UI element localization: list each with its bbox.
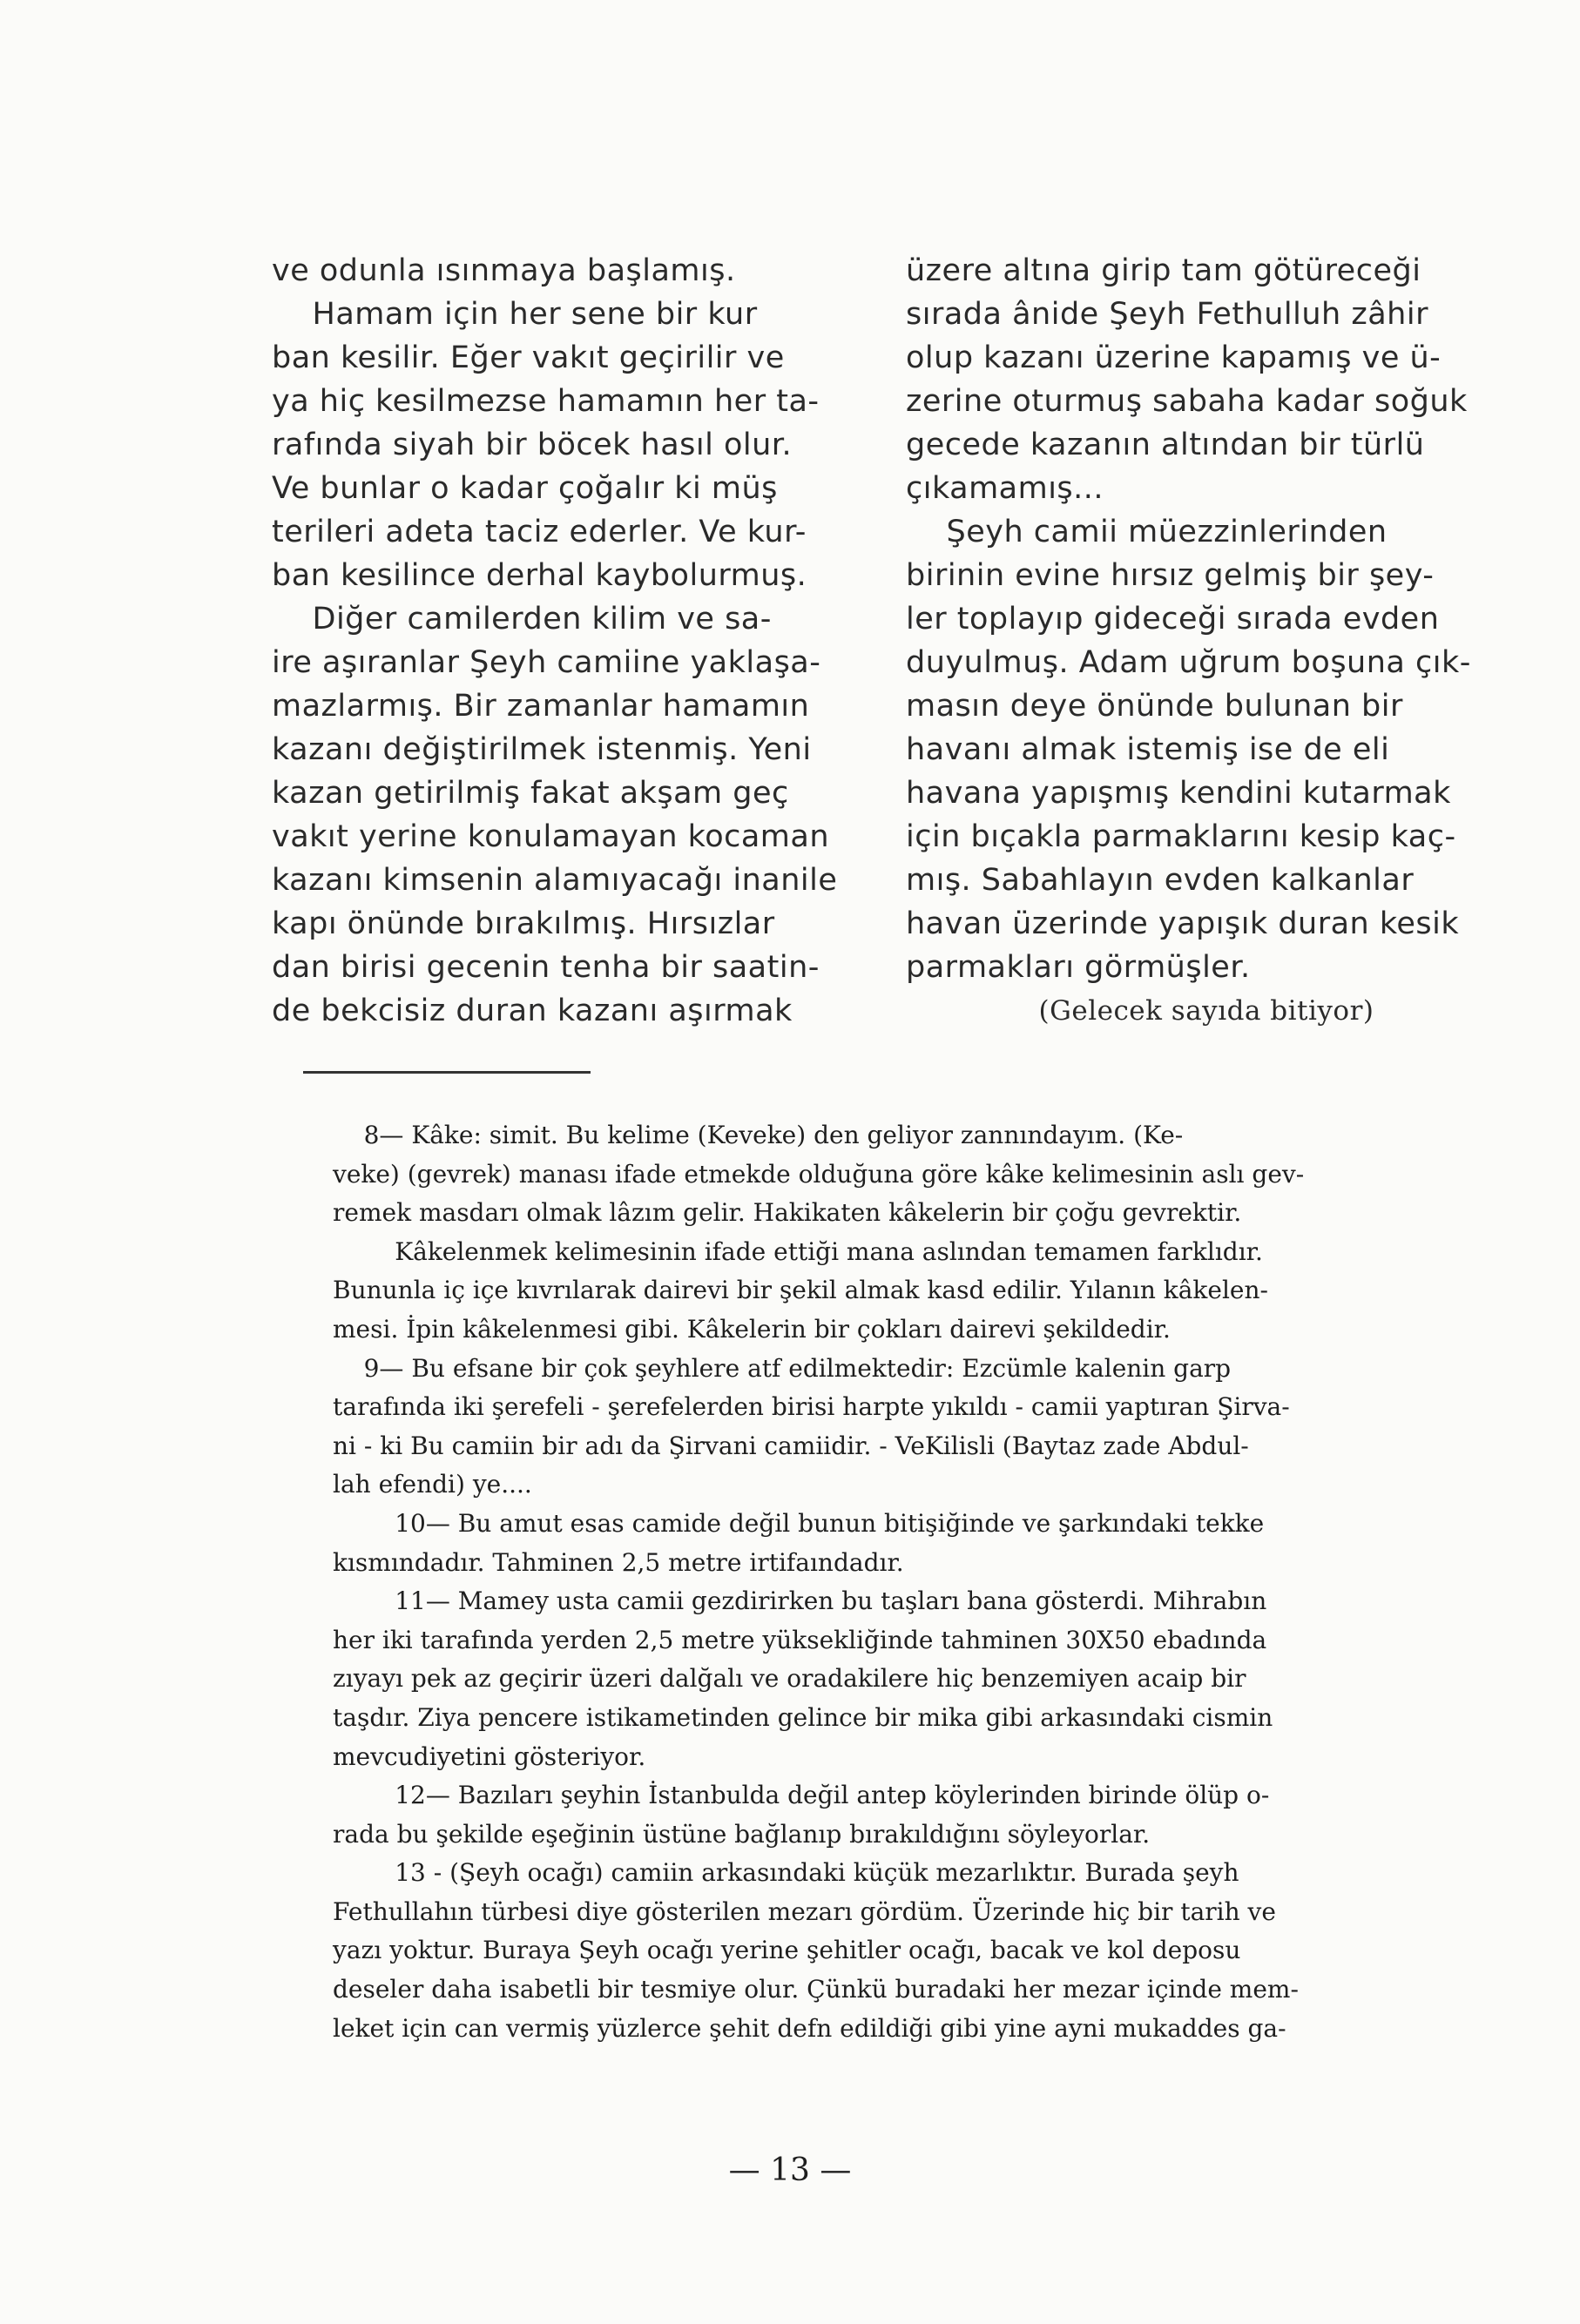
footnote-line: 12— Bazıları şeyhin İstanbulda değil antep köylerinden birinde ölüp o- [333,1781,1270,1810]
text-line: ire aşıranlar Şeyh camiine yaklaşa- [272,645,821,680]
text-line: havan üzerinde yapışık duran kesik [906,906,1460,941]
footnote-line: taşdır. Ziya pencere istikametinden gelince bir mika gibi arkasındaki cismin [333,1702,1273,1732]
text-line: kapı önünde bırakılmış. Hırsızlar [272,906,775,941]
footnote-line: 9— Bu efsane bir çok şeyhlere atf edilmektedir: Ezcümle kalenin garp [333,1353,1232,1383]
text-line: kazanı değiştirilmek istenmiş. Yeni [272,732,812,767]
text-line: Ve bunlar o kadar çoğalır ki müş [272,471,778,506]
text-line: mazlarmış. Bir zamanlar hamamın [272,689,810,724]
text-line: masın deye önünde bulunan bir [906,689,1403,724]
text-line: için bıçakla parmaklarını kesip kaç- [906,819,1456,854]
footnote-line: mesi. İpin kâkelenmesi gibi. Kâkelerin bir çokları dairevi şekildedir. [333,1314,1171,1344]
footnote-line: deseler daha isabetli bir tesmiye olur. Çünkü buradaki her mezar içinde mem- [333,1975,1299,2004]
text-line: sırada ânide Şeyh Fethulluh zâhir [906,297,1428,332]
right-text-column [906,249,1471,1033]
text-line: ler toplayıp gideceği sırada evden [906,602,1440,637]
footnote-line: lah efendi) ye.... [333,1470,532,1499]
footnote-line: Bununla iç içe kıvrılarak dairevi bir şekil almak kasd edilir. Yılanın kâkelen- [333,1276,1268,1305]
text-line: gecede kazanın altından bir türlü [906,428,1425,462]
left-text-column [272,249,881,1033]
footnote-line: remek masdarı olmak lâzım gelir. Hakikaten kâkelerin bir çoğu gevrektir. [333,1198,1242,1228]
text-line: olup kazanı üzerine kapamış ve ü- [906,340,1442,375]
text-line: birinin evine hırsız gelmiş bir şey- [906,558,1435,593]
footnote-line: zıyayı pek az geçirir üzeri dalğalı ve oradakilere hiç benzemiyen acaip bir [333,1664,1246,1694]
page-number: — 13 — [728,2152,852,2188]
text-line: çıkamamış... [906,471,1104,506]
footnote-line: ni - ki Bu camiin bir adı da Şirvani camiidir. - VeKilisli (Baytaz zade Abdul- [333,1431,1249,1460]
footnote-line: 10— Bu amut esas camide değil bunun bitişiğinde ve şarkındaki tekke [333,1508,1265,1538]
text-line: mış. Sabahlayın evden kalkanlar [906,863,1415,898]
continued-note: (Gelecek sayıda bitiyor) [1038,995,1374,1027]
footnote-line: kısmındadır. Tahminen 2,5 metre irtifaındadır. [333,1547,904,1577]
text-line: ve odunla ısınmaya başlamış. [272,253,736,288]
text-line: kazan getirilmiş fakat akşam geç [272,776,789,811]
footnote-line: 8— Kâke: simit. Bu kelime (Keveke) den geliyor zannındayım. (Ke- [333,1121,1184,1149]
text-line: ya hiç kesilmezse hamamın her ta- [272,384,820,419]
text-line: havanı almak istemiş ise de eli [906,732,1390,767]
text-line: vakıt yerine konulamayan kocaman [272,819,830,854]
text-line: duyulmuş. Adam uğrum boşuna çık- [906,645,1471,680]
text-line: dan birisi gecenin tenha bir saatin- [272,950,820,985]
footnote-line: 11— Mamey usta camii gezdirirken bu taşları bana gösterdi. Mihrabın [333,1586,1267,1616]
text-line: Hamam için her sene bir kur [272,297,758,332]
text-line: terileri adeta taciz ederler. Ve kur- [272,515,807,549]
footnote-line: 13 - (Şeyh ocağı) camiin arkasındaki küçük mezarlıktır. Burada şeyh [333,1858,1239,1888]
footnotes-block [333,1116,1465,2048]
text-line: kazanı kimsenin alamıyacağı inanile [272,863,838,898]
text-line: ban kesilir. Eğer vakıt geçirilir ve [272,340,785,375]
text-line: Şeyh camii müezzinlerinden [906,515,1388,549]
footnote-line: her iki tarafında yerden 2,5 metre yüksekliğinde tahminen 30X50 ebadında [333,1625,1267,1654]
text-line: de bekcisiz duran kazanı aşırmak [272,994,793,1028]
text-line: rafında siyah bir böcek hasıl olur. [272,428,793,462]
footnote-line: rada bu şekilde eşeğinin üstüne bağlanıp bırakıldığını söyleyorlar. [333,1819,1151,1849]
footnote-line: Fethullahın türbesi diye gösterilen mezarı gördüm. Üzerinde hiç bir tarih ve [333,1896,1276,1926]
text-line: havana yapışmış kendini kutarmak [906,776,1451,811]
footnote-line: tarafında iki şerefeli - şerefelerden birisi harpte yıkıldı - camii yaptıran Şirva- [333,1392,1290,1422]
footnote-line: yazı yoktur. Buraya Şeyh ocağı yerine şehitler ocağı, bacak ve kol deposu [333,1936,1241,1965]
text-line: üzere altına girip tam götüreceği [906,253,1421,288]
footnote-line: veke) (gevrek) manası ifade etmekde olduğuna göre kâke kelimesinin aslı gev- [333,1159,1305,1189]
text-line: ban kesilince derhal kaybolurmuş. [272,558,807,593]
text-line: zerine oturmuş sabaha kadar soğuk [906,384,1468,419]
text-line: parmakları görmüşler. [906,950,1251,985]
footnote-line: mevcudiyetini gösteriyor. [333,1741,646,1771]
footnote-line: Kâkelenmek kelimesinin ifade ettiği mana aslından temamen farklıdır. [333,1236,1263,1266]
footnote-separator-rule [303,1071,591,1074]
footnote-line: leket için can vermiş yüzlerce şehit defn edildiği gibi yine ayni mukaddes ga- [333,2013,1286,2043]
text-line: Diğer camilerden kilim ve sa- [272,602,772,637]
